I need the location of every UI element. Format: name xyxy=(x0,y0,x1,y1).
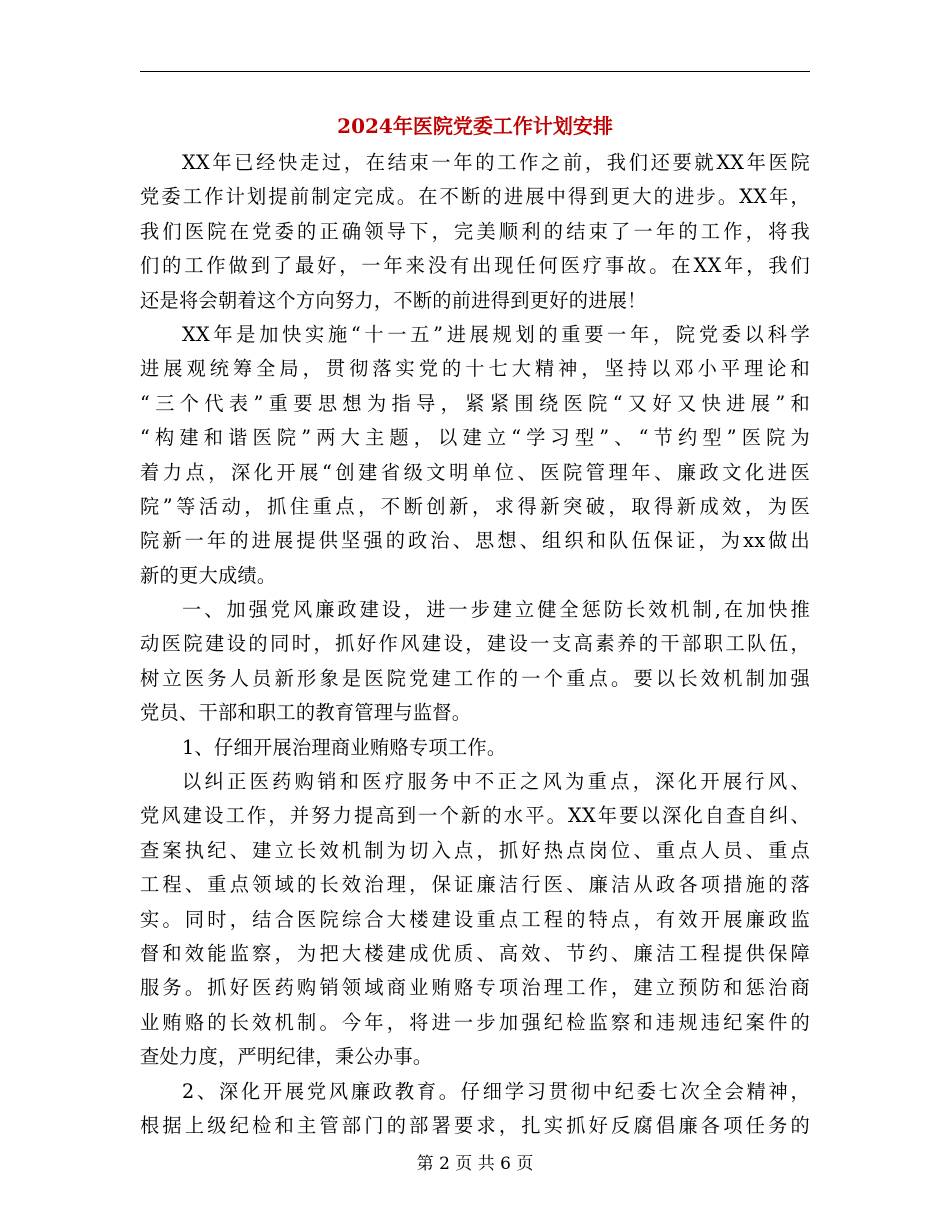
document-title: 2024年医院党委工作计划安排 xyxy=(337,114,613,138)
body-line: 2、深化开展党风廉政教育。仔细学习贯彻中纪委七次全会精神， xyxy=(182,1079,810,1103)
body-line: XX年是加快实施“十一五”进展规划的重要一年，院党委以科学 xyxy=(182,322,810,346)
body-line: 着力点，深化开展“创建省级文明单位、医院管理年、廉政文化进医 xyxy=(140,460,810,484)
body-line: 院”等活动，抓住重点，不断创新，求得新突破，取得新成效，为医 xyxy=(140,494,810,518)
body-line: 实。同时，结合医院综合大楼建设重点工程的特点，有效开展廉政监 xyxy=(140,907,810,931)
body-line: 查处力度，严明纪律，秉公办事。 xyxy=(140,1045,433,1069)
body-line: 进展观统筹全局，贯彻落实党的十七大精神，坚持以邓小平理论和 xyxy=(140,357,810,381)
body-line: 我们医院在党委的正确领导下，完美顺利的结束了一年的工作，将我 xyxy=(140,219,810,243)
page-number-footer: 第 2 页 共 6 页 xyxy=(416,1154,534,1174)
body-line: 动医院建设的同时，抓好作风建设，建设一支高素养的干部职工队伍， xyxy=(140,632,810,656)
body-line: 新的更大成绩。 xyxy=(140,563,277,587)
body-line: 院新一年的进展提供坚强的政治、思想、组织和队伍保证，为xx做出 xyxy=(140,529,810,553)
body-line: 查案执纪、建立长效机制为切入点，抓好热点岗位、重点人员、重点 xyxy=(140,838,810,862)
body-line: 工程、重点领域的长效治理，保证廉洁行医、廉洁从政各项措施的落 xyxy=(140,873,810,897)
body-line: 树立医务人员新形象是医院党建工作的一个重点。要以长效机制加强 xyxy=(140,666,810,690)
body-line: “构建和谐医院”两大主题，以建立“学习型”、“节约型”医院为 xyxy=(140,426,810,450)
body-line: 党委工作计划提前制定完成。在不断的进展中得到更大的进步。XX年， xyxy=(140,185,810,209)
body-line: 业贿赂的长效机制。今年，将进一步加强纪检监察和违规违纪案件的 xyxy=(140,1010,810,1034)
body-line: 督和效能监察，为把大楼建成优质、高效、节约、廉洁工程提供保障 xyxy=(140,941,810,965)
body-line: 党风建设工作，并努力提高到一个新的水平。XX年要以深化自查自纠、 xyxy=(140,804,810,828)
header-rule xyxy=(140,71,810,72)
body-line: 根据上级纪检和主管部门的部署要求，扎实抓好反腐倡廉各项任务的 xyxy=(140,1113,810,1137)
body-line: 还是将会朝着这个方向努力，不断的前进得到更好的进展！ xyxy=(140,288,647,312)
body-line: 以纠正医药购销和医疗服务中不正之风为重点，深化开展行风、 xyxy=(182,770,810,794)
body-line: 党员、干部和职工的教育管理与监督。 xyxy=(140,701,472,725)
body-line: XX年已经快走过，在结束一年的工作之前，我们还要就XX年医院 xyxy=(182,151,810,174)
body-line: 一、加强党风廉政建设，进一步建立健全惩防长效机制,在加快推 xyxy=(182,598,810,622)
body-line: 们的工作做到了最好，一年来没有出现任何医疗事故。在XX年，我们 xyxy=(140,254,810,278)
body-line: 服务。抓好医药购销领域商业贿赂专项治理工作，建立预防和惩治商 xyxy=(140,976,810,1000)
body-line: “三个代表”重要思想为指导，紧紧围绕医院“又好又快进展”和 xyxy=(140,391,810,415)
section-heading: 1、仔细开展治理商业贿赂专项工作。 xyxy=(182,735,507,759)
document-body xyxy=(140,146,810,1143)
